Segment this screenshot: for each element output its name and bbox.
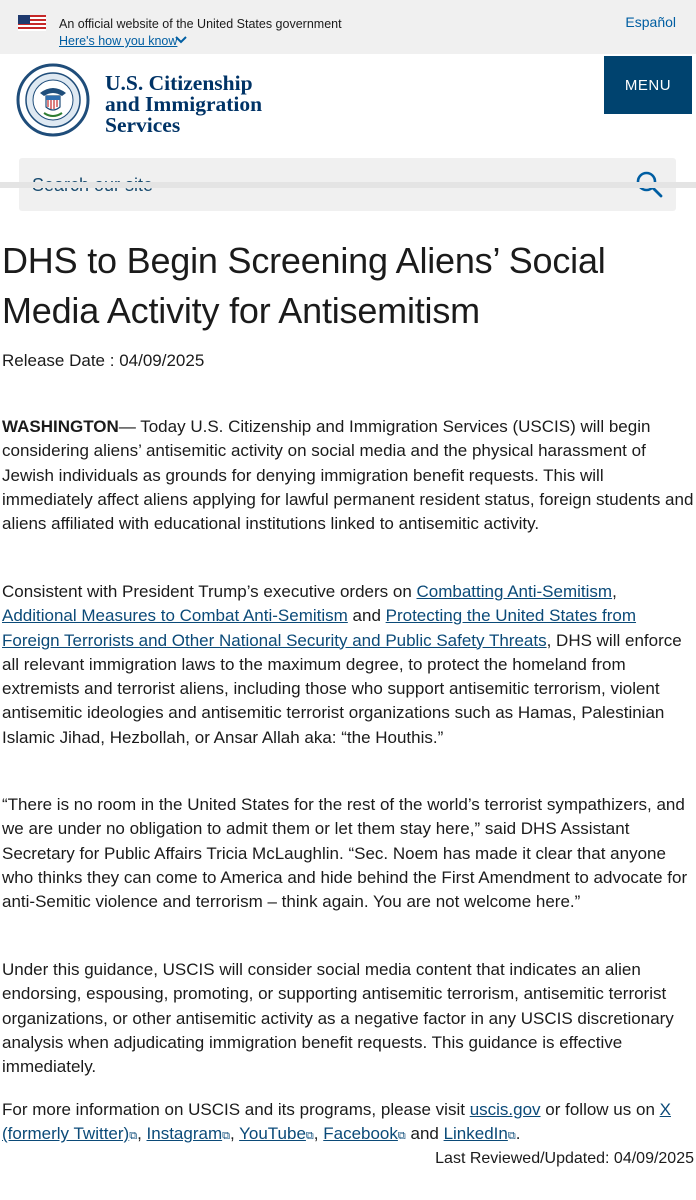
agency-line-3: Services — [105, 113, 181, 137]
paragraph-2-rest: , DHS will enforce all relevant immigration laws to the maximum degree, to protect the homeland from extremists and terrorist aliens, including those who support antisemitic terrorism, violent antisemitic ideologies and antisemitic terrorist organizations such as Hamas, Palestinian Islamic Jihad, Hezbollah, or Ansar Allah aka: “the Houthis.” — [2, 630, 682, 747]
external-link-icon: ⧉ — [129, 1130, 138, 1143]
conjunction: and — [405, 1124, 444, 1144]
official-site-text: An official website of the United States government — [59, 17, 342, 31]
external-link-icon: ⧉ — [397, 1130, 406, 1143]
separator: , — [313, 1124, 324, 1144]
paragraph-1 — [2, 415, 694, 536]
release-label: Release Date : — [2, 351, 115, 370]
paragraph-2-intro: Consistent with President Trump’s executive orders on — [2, 582, 417, 601]
facebook-link[interactable]: Facebook — [323, 1124, 398, 1144]
separator: , — [229, 1124, 240, 1144]
dateline: WASHINGTON — [2, 417, 119, 436]
protecting-united-states-link[interactable]: Protecting the United States from Foreign Terrorists and Other National Security and Public Safety Threats — [2, 606, 637, 650]
agency-name[interactable] — [105, 73, 262, 136]
youtube-link[interactable]: YouTube — [239, 1124, 306, 1144]
us-flag-icon — [18, 15, 46, 31]
paragraph-4: Under this guidance, USCIS will consider social media content that indicates an alien endorsing, espousing, promoting, or supporting antisemitic terrorism, antisemitic terrorist organizations, or other antisemitic activity as a negative factor in any USCIS discretionary analysis when adjudicating immigration benefit requests. This guidance is effective immediately. — [2, 960, 674, 1077]
external-link-icon: ⧉ — [507, 1130, 516, 1143]
instagram-link[interactable]: Instagram — [146, 1124, 223, 1144]
last-reviewed-label: Last Reviewed/Updated: — [435, 1150, 610, 1167]
how-you-know-link[interactable]: Here's how you know — [59, 34, 178, 48]
separator: , — [612, 582, 617, 601]
follow-text: or follow us on — [540, 1100, 660, 1119]
header-divider — [0, 182, 696, 188]
paragraph-3: “There is no room in the United States for the rest of the world’s terrorist sympathizers, and we are under no obligation to admit them or let them stay here,” said DHS Assistant Secretary for Public Affairs Tricia McLaughlin. “Sec. Noem has made it clear that anyone who thinks they can come to America and hide behind the First Amendment to advocate for anti-Semitic violence and terrorism – think again. You are not welcome here.” — [2, 795, 688, 912]
period: . — [515, 1124, 521, 1144]
x-twitter-link[interactable]: X (formerly Twitter) — [2, 1100, 671, 1144]
separator: , — [137, 1124, 147, 1144]
external-link-icon: ⧉ — [305, 1130, 314, 1143]
release-date — [2, 351, 204, 371]
menu-button[interactable]: MENU — [604, 56, 692, 114]
paragraph-5 — [2, 1098, 694, 1149]
language-link[interactable]: Español — [625, 14, 676, 30]
external-link-icon: ⧉ — [222, 1130, 230, 1143]
release-date-value: 04/09/2025 — [119, 351, 205, 370]
site-header — [0, 54, 696, 236]
additional-measures-link[interactable]: Additional Measures to Combat Anti-Semitism — [2, 606, 348, 626]
paragraph-1-text: — Today U.S. Citizenship and Immigration Services (USCIS) will begin considering aliens’ antisemitic activity on social media and the physical harassment of Jewish individuals as grounds for denying immigration benefit requests. This will immediately affect aliens applying for lawful permanent resident status, foreign students and aliens affiliated with educational institutions linked to antisemitic activity. — [2, 417, 694, 534]
chevron-down-icon[interactable] — [174, 35, 188, 45]
page-title: DHS to Begin Screening Aliens’ Social Media Activity for Antisemitism — [2, 240, 606, 331]
gov-banner — [0, 0, 696, 54]
combatting-antisemitism-link[interactable]: Combatting Anti-Semitism — [416, 582, 613, 601]
paragraph-2 — [2, 580, 694, 750]
last-reviewed-date: 04/09/2025 — [613, 1150, 694, 1167]
last-reviewed — [435, 1150, 694, 1168]
paragraph-5-intro: For more information on USCIS and its programs, please visit — [2, 1100, 470, 1119]
agency-line-1: U.S. Citizenship — [105, 71, 253, 95]
uscis-gov-link[interactable]: uscis.gov — [469, 1100, 541, 1119]
conjunction: and — [347, 606, 386, 626]
dhs-seal-icon[interactable] — [16, 63, 90, 137]
linkedin-link[interactable]: LinkedIn — [443, 1124, 508, 1144]
agency-line-2: and Immigration — [105, 92, 263, 116]
